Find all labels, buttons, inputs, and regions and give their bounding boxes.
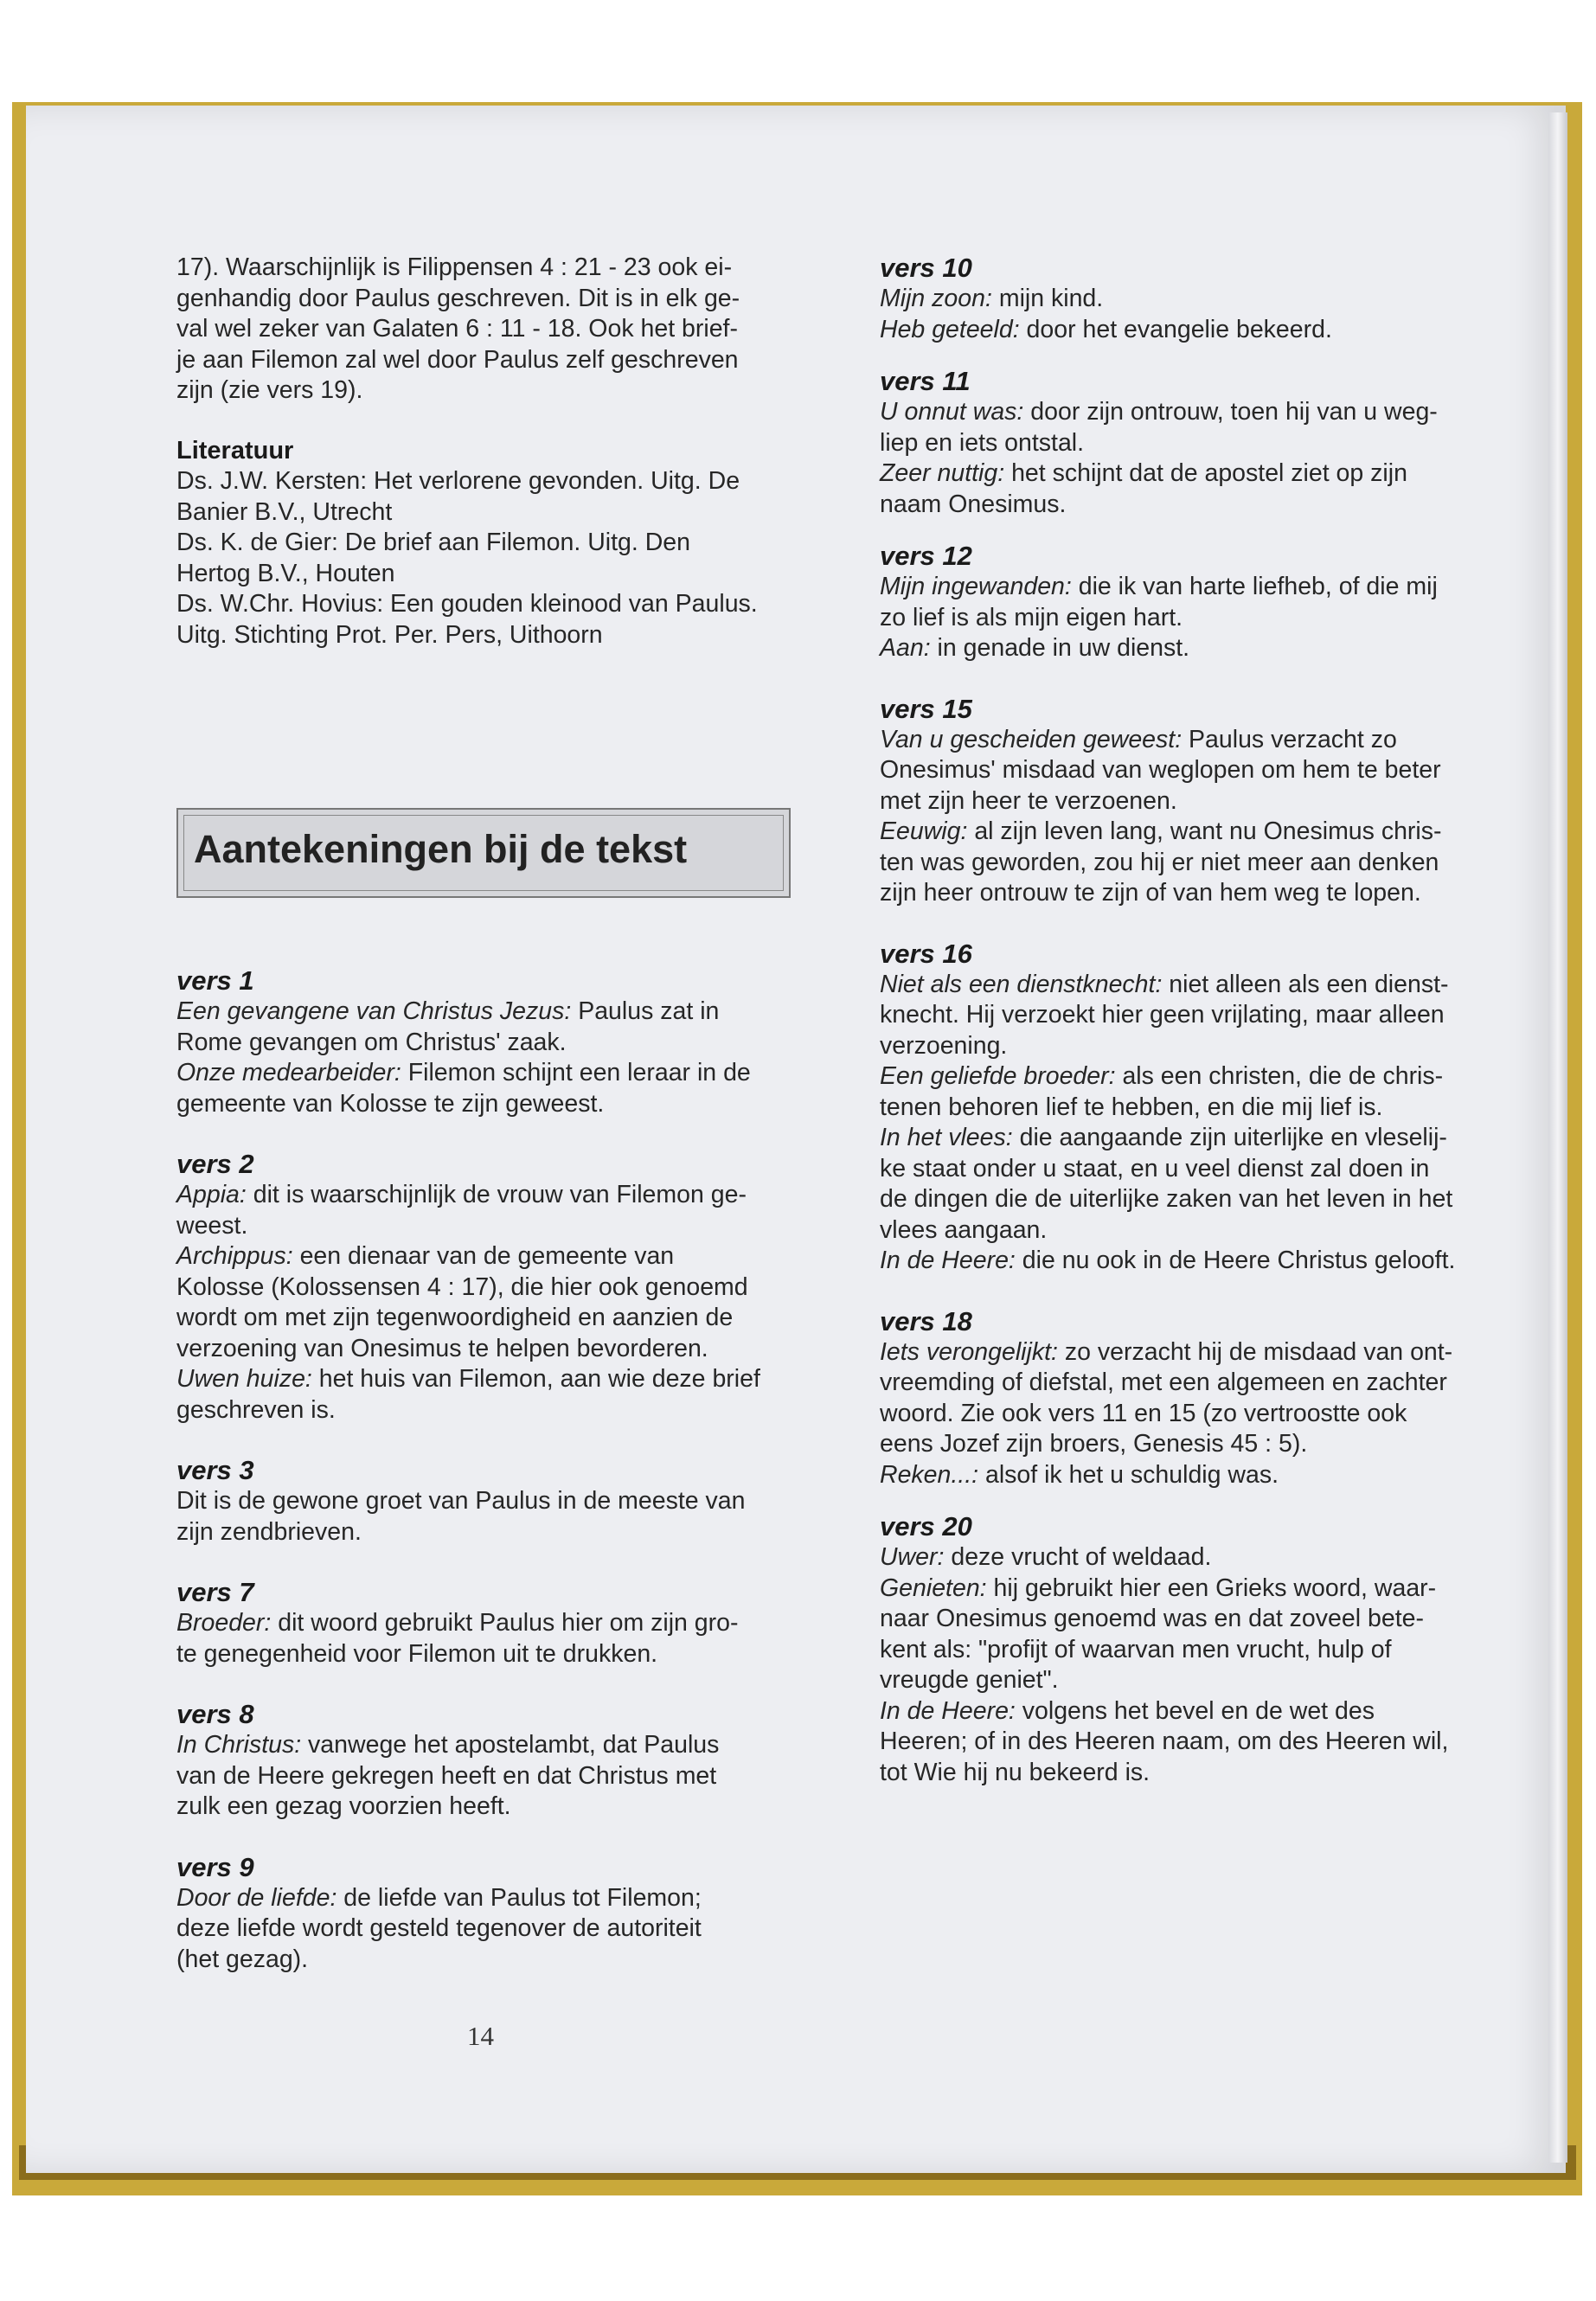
vers-15-heading: vers 15 xyxy=(880,693,972,724)
vers-9-heading: vers 9 xyxy=(176,1851,254,1882)
vers-9-text: Door de liefde: de liefde van Paulus tot Filemon; deze liefde wordt gesteld tegenover de autoriteit (het gezag). xyxy=(176,1883,702,1973)
vers-8-text: In Christus: vanwege het apostelambt, dat Paulus van de Heere gekregen heeft en dat Christus met zulk een gezag voorzien heeft. xyxy=(176,1731,720,1820)
vers-11-text: U onnut was: door zijn ontrouw, toen hij van u weg- liep en iets ontstal. Zeer nuttig: het schijnt dat de apostel ziet op zijn naam Onesimus. xyxy=(880,398,1438,518)
vers-15-text: Van u gescheiden geweest: Paulus verzacht zo Onesimus' misdaad van weglopen om hem te beter met zijn heer te verzoenen. Eeuwig: al zijn leven lang, want nu Onesimus chris- ten was geworden, zou hij er niet meer aan denken zijn heer ontrouw te zijn of van hem weg te lopen. xyxy=(880,725,1442,907)
vers-3-heading: vers 3 xyxy=(176,1455,254,1485)
vers-8-heading: vers 8 xyxy=(176,1699,254,1729)
vers-20-heading: vers 20 xyxy=(880,1511,972,1541)
literature-list: Ds. J.W. Kersten: Het verlorene gevonden. Uitg. De Banier B.V., Utrecht Ds. K. de Gier: De brief aan Filemon. Uitg. Den Hertog B.V., Houten Ds. W.Chr. Hovius: Een gouden kleinood van Paulus. Uitg. Stichting Prot. Per. Pers, Uithoorn xyxy=(176,467,758,649)
vers-16-text: Niet als een dienstknecht: niet alleen als een dienst- knecht. Hij verzoekt hier geen vrijlating, maar alleen verzoening. Een geliefde broeder: als een christen, die de chris- tenen behoren lief te hebben, en die mij lief is. In het vlees: die aangaande zijn uiterlijke en vleselij- ke staat onder u staat, en u veel dienst zal doen in de dingen die de uiterlijke zaken van het leven in het vlees aangaan. In de Heere: die nu ook in de Heere Christus gelooft. xyxy=(880,970,1456,1274)
left-column-notes xyxy=(176,965,791,1975)
notes-heading: Aantekeningen bij de tekst xyxy=(194,827,688,871)
literature-heading: Literatuur xyxy=(176,436,294,465)
vers-18-text: Iets verongelijkt: zo verzacht hij de misdaad van ont- vreemding of diefstal, met een algemeen en zachter woord. Zie ook vers 11 en 15 (zo vertroostte ook eens Jozef zijn broers, Genesis 45 : 5). Reken...: alsof ik het u schuldig was. xyxy=(880,1337,1453,1489)
vers-7-text: Broeder: dit woord gebruikt Paulus hier om zijn gro- te genegenheid voor Filemon uit te drukken. xyxy=(176,1609,739,1668)
notes-heading-box xyxy=(176,808,791,898)
intro-text: 17). Waarschijnlijk is Filippensen 4 : 21 - 23 ook ei- genhandig door Paulus geschreven. Dit is in elk ge- val wel zeker van Galaten 6 : 11 - 18. Ook het brief- je aan Filemon zal wel door Paulus zelf geschreven zijn (zie vers 19). xyxy=(176,253,740,404)
vers-7-heading: vers 7 xyxy=(176,1577,254,1607)
left-column-top xyxy=(176,253,791,651)
vers-11-heading: vers 11 xyxy=(880,366,971,396)
page-number: 14 xyxy=(467,2021,494,2051)
page-edge xyxy=(1548,112,1567,2163)
vers-2-heading: vers 2 xyxy=(176,1149,254,1179)
vers-12-text: Mijn ingewanden: die ik van harte liefheb, of die mij zo lief is als mijn eigen hart. Aan: in genade in uw dienst. xyxy=(880,573,1438,662)
right-column xyxy=(880,253,1485,1788)
vers-2-text: Appia: dit is waarschijnlijk de vrouw van Filemon ge- weest. Archippus: een dienaar van de gemeente van Kolosse (Kolossensen 4 : 17), die hier ook genoemd wordt om met zijn tegenwoordigheid en aanzien de verzoening van Onesimus te helpen bevorderen. Uwen huize: het huis van Filemon, aan wie deze brief geschreven is. xyxy=(176,1181,760,1424)
vers-20-text: Uwer: deze vrucht of weldaad. Genieten: hij gebruikt hier een Grieks woord, waar- naar Onesimus genoemd was en dat zoveel bete- kent als: "profijt of waarvan men vrucht, hulp of vreugde geniet". In de Heere: volgens het bevel en de wet des Heeren; of in des Heeren naam, om des Heeren wil, tot Wie hij nu bekeerd is. xyxy=(880,1543,1449,1786)
vers-10-text: Mijn zoon: mijn kind. Heb geteeld: door het evangelie bekeerd. xyxy=(880,285,1332,343)
vers-1-text: Een gevangene van Christus Jezus: Paulus zat in Rome gevangen om Christus' zaak. Onze medearbeider: Filemon schijnt een leraar in de gemeente van Kolosse te zijn geweest. xyxy=(176,997,751,1118)
vers-1-heading: vers 1 xyxy=(176,965,254,996)
vers-12-heading: vers 12 xyxy=(880,541,972,571)
vers-3-text: Dit is de gewone groet van Paulus in de meeste van zijn zendbrieven. xyxy=(176,1487,746,1546)
vers-16-heading: vers 16 xyxy=(880,938,972,969)
vers-18-heading: vers 18 xyxy=(880,1305,972,1336)
vers-10-heading: vers 10 xyxy=(880,253,972,283)
